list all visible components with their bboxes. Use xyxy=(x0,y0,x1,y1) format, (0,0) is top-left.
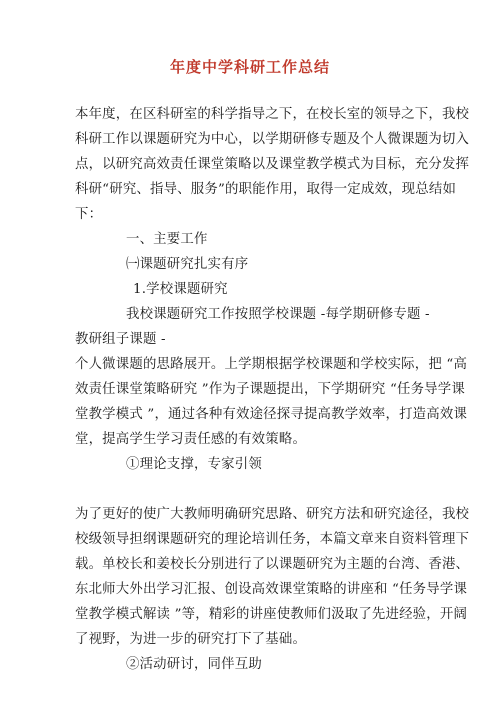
subsection-heading: ①理论支撑，专家引领 xyxy=(126,457,262,472)
paragraph-line: 堂教学模式 ”，通过各种有效途径探寻提高教学效率，打造高效课 xyxy=(75,407,468,422)
subsection-heading: 1.学校课题研究 xyxy=(133,282,228,297)
paragraph-line: 点，以研究高效责任课堂策略以及课堂教学模式为目标，充分发挥 xyxy=(75,157,470,172)
subsection-heading: ㈠课题研究扎实有序 xyxy=(126,257,249,272)
paragraph-line: 堂，提高学生学习责任感的有效策略。 xyxy=(75,432,307,447)
document-title: 年度中学科研工作总结 xyxy=(169,58,330,76)
paragraph-line: 科研工作以课题研究为中心，以学期研修专题及个人微课题为切入 xyxy=(75,132,470,147)
paragraph-line: 本年度，在区科研室的科学指导之下，在校长室的领导之下，我校 xyxy=(75,107,470,122)
section-heading: 一、主要工作 xyxy=(126,232,208,247)
subsection-heading: ②活动研讨，同伴互助 xyxy=(126,657,262,672)
paragraph-line: 堂教学模式解读 ”等，精彩的讲座使教师们汲取了先进经验，开阔 xyxy=(75,607,468,622)
paragraph-line: 校级领导担纲课题研究的理论培训任务，本篇文章来自资料管理下 xyxy=(75,532,470,547)
paragraph-line: 个人微课题的思路展开。上学期根据学校课题和学校实际，把 “高 xyxy=(75,357,468,372)
paragraph-line: 我校课题研究工作按照学校课题 -每学期研修专题 - xyxy=(126,307,430,322)
paragraph-line: 科研“研究、指导、服务”的职能作用，取得一定成效，现总结如 xyxy=(75,182,457,197)
paragraph-line: 了视野，为进一步的研究打下了基础。 xyxy=(75,632,307,647)
paragraph-line: 下： xyxy=(75,207,103,222)
paragraph-line: 效责任课堂策略研究 ”作为子课题提出，下学期研究 “任务导学课 xyxy=(75,382,465,397)
paragraph-line: 载。单校长和姜校长分别进行了以课题研究为主题的台湾、香港、 xyxy=(75,557,470,572)
paragraph-line: 东北师大外出学习汇报、创设高效课堂策略的讲座和 “任务导学课 xyxy=(75,582,468,597)
paragraph-line: 教研组子课题 - xyxy=(75,332,166,347)
paragraph-line: 为了更好的使广大教师明确研究思路、研究方法和研究途径，我校 xyxy=(75,507,470,522)
